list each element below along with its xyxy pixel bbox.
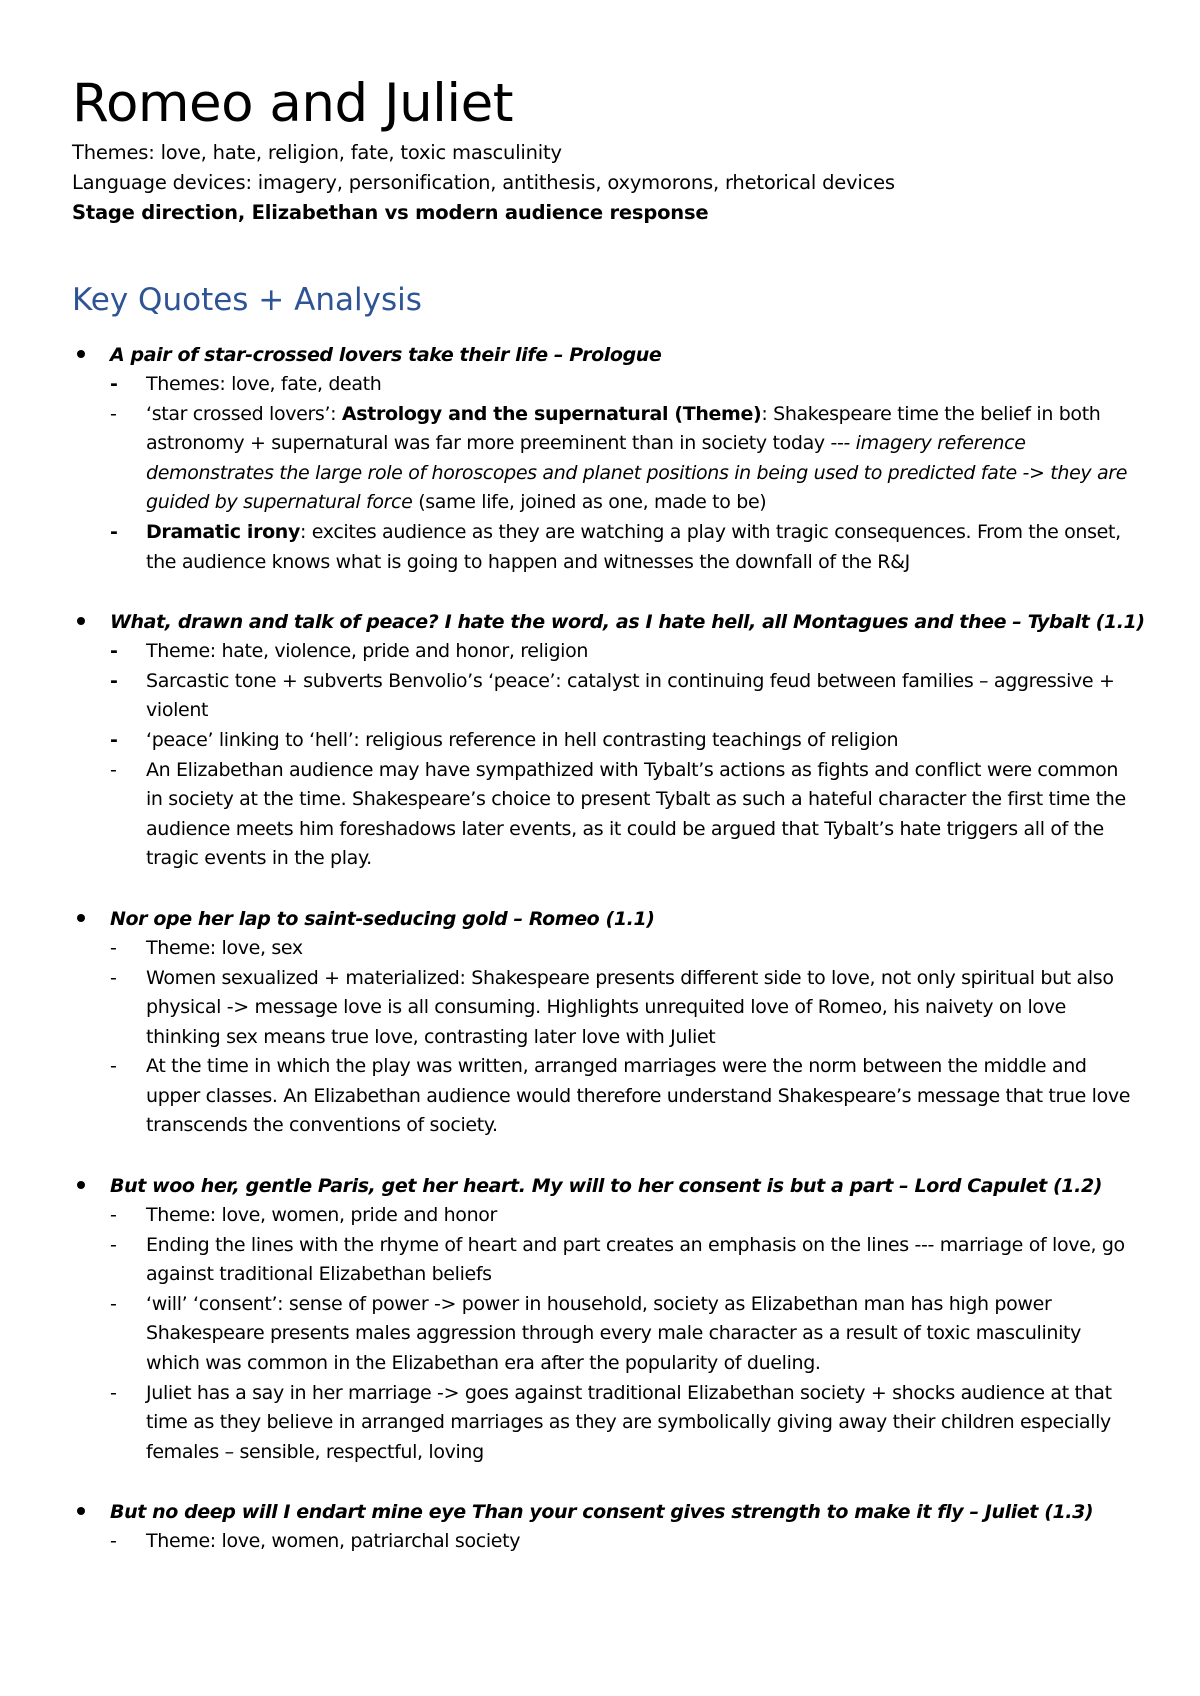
dash-icon: -	[110, 758, 117, 781]
document-title: Romeo and Juliet	[72, 73, 513, 134]
dash-icon: -	[110, 1204, 117, 1227]
quote-item	[72, 1497, 1132, 1557]
language-devices-line: Language devices: imagery, personification, antithesis, oxymorons, rhetorical devices	[72, 171, 895, 194]
dash-icon: -	[110, 520, 118, 543]
analysis-list	[110, 934, 1132, 1141]
analysis-list	[110, 1201, 1132, 1467]
analysis-point: - Ending the lines with the rhyme of heart and part creates an emphasis on the lines --- marriage of love, go against traditional Elizabethan beliefs	[110, 1231, 1132, 1290]
analysis-point: - An Elizabethan audience may have sympathized with Tybalt’s actions as fights and conflict were common in society at the time. Shakespeare’s choice to present Tybalt as such a hateful character the first time the audience meets him foreshadows later events, as it could be argued that Tybalt’s hate triggers all of the tragic events in the play.	[110, 756, 1132, 874]
bullet-icon	[77, 350, 85, 358]
analysis-list	[110, 370, 1132, 577]
quote-text: What, drawn and talk of peace? I hate the word, as I hate hell, all Montagues and thee – Tybalt (1.1)	[110, 611, 1145, 634]
dash-icon: -	[110, 1530, 117, 1553]
dash-icon: -	[110, 640, 118, 663]
analysis-point: - ‘will’ ‘consent’: sense of power -> power in household, society as Elizabethan man has high power Shakespeare presents males aggression through every male character as a result of toxic masculinity which was common in the Elizabethan era after the popularity of dueling.	[110, 1290, 1132, 1379]
bullet-icon	[77, 617, 85, 625]
analysis-point: - ‘peace’ linking to ‘hell’: religious reference in hell contrasting teachings of religion	[110, 726, 1132, 756]
dash-icon: -	[110, 966, 117, 989]
dash-icon: -	[110, 936, 117, 959]
analysis-point: - Theme: love, women, pride and honor	[110, 1201, 1132, 1231]
analysis-point: - Theme: hate, violence, pride and honor, religion	[110, 637, 1132, 667]
analysis-point: - Theme: love, women, patriarchal society	[110, 1527, 1132, 1557]
dash-icon: -	[110, 1055, 117, 1078]
dash-icon: -	[110, 1233, 117, 1256]
quote-item	[72, 1171, 1132, 1467]
bullet-icon	[77, 1181, 85, 1189]
quote-item	[72, 340, 1132, 577]
document-page	[72, 70, 1145, 1587]
analysis-point: - Themes: love, fate, death	[110, 370, 1132, 400]
themes-line: Themes: love, hate, religion, fate, toxic masculinity	[72, 141, 562, 164]
analysis-list	[110, 1527, 1132, 1557]
quote-text: But woo her, gentle Paris, get her heart. My will to her consent is but a part – Lord Capulet (1.2)	[110, 1175, 1103, 1198]
quote-text: But no deep will I endart mine eye Than your consent gives strength to make it fly – Juliet (1.3)	[110, 1501, 1094, 1524]
section-heading: Key Quotes + Analysis	[72, 282, 422, 318]
analysis-point: - Sarcastic tone + subverts Benvolio’s ‘peace’: catalyst in continuing feud between families – aggressive + violent	[110, 667, 1132, 726]
analysis-point: - Women sexualized + materialized: Shakespeare presents different side to love, not only spiritual but also physical -> message love is all consuming. Highlights unrequited love of Romeo, his naivety on love thinking sex means true love, contrasting later love with Juliet	[110, 964, 1132, 1053]
quote-item	[72, 904, 1132, 1141]
quote-item	[72, 607, 1145, 874]
analysis-point: - Dramatic irony: excites audience as they are watching a play with tragic consequences. From the onset, the audience knows what is going to happen and witnesses the downfall of the R&J	[110, 518, 1132, 577]
dash-icon: -	[110, 728, 118, 751]
analysis-point: - Juliet has a say in her marriage -> goes against traditional Elizabethan society + shocks audience at that time as they believe in arranged marriages as they are symbolically giving away their children especially females – sensible, respectful, loving	[110, 1379, 1132, 1468]
quotes-list	[72, 340, 1145, 1557]
stage-direction-line: Stage direction, Elizabethan vs modern audience response	[72, 201, 709, 224]
analysis-list	[110, 637, 1132, 874]
quote-text: A pair of star-crossed lovers take their life – Prologue	[110, 344, 662, 366]
analysis-point: - Theme: love, sex	[110, 934, 1132, 964]
dash-icon: -	[110, 1292, 117, 1315]
dash-icon: -	[110, 402, 117, 425]
dash-icon: -	[110, 1381, 117, 1404]
dash-icon: -	[110, 373, 118, 395]
bullet-icon	[77, 914, 85, 922]
bullet-icon	[77, 1507, 85, 1515]
analysis-point: - ‘star crossed lovers’: Astrology and the supernatural (Theme): Shakespeare time the belief in both astronomy + supernatural was far more preeminent than in society today --- imagery reference demonstrates the large role of horoscopes and planet positions in being used to predicted fate -> they are guided by supernatural force (same life, joined as one, made to be)	[110, 400, 1132, 518]
quote-text: Nor ope her lap to saint-seducing gold – Romeo (1.1)	[110, 907, 655, 930]
analysis-point: - At the time in which the play was written, arranged marriages were the norm between the middle and upper classes. An Elizabethan audience would therefore understand Shakespeare’s message that true love transcends the conventions of society.	[110, 1052, 1132, 1141]
dash-icon: -	[110, 669, 118, 692]
